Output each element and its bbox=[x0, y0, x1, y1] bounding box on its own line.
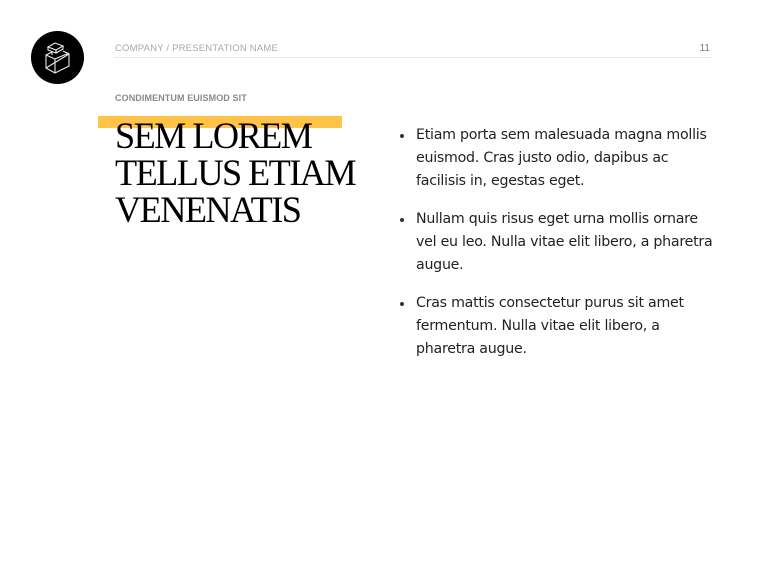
isometric-box-icon bbox=[43, 41, 73, 75]
section-kicker: CONDIMENTUM EUISMOD SIT bbox=[115, 93, 247, 103]
bullet-item bbox=[398, 292, 718, 361]
bullet-text: Nullam quis risus eget urna mollis ornare vel eu leo. Nulla vitae elit libero, a pharetra augue. bbox=[416, 211, 713, 273]
header-divider bbox=[114, 57, 711, 58]
logo bbox=[31, 31, 84, 84]
bullet-text: Cras mattis consectetur purus sit amet fermentum. Nulla vitae elit libero, a pharetra augue. bbox=[416, 295, 684, 357]
bullet-item bbox=[398, 124, 718, 193]
title-line: TELLUS ETIAM bbox=[115, 153, 356, 194]
company-presentation-name: COMPANY / PRESENTATION NAME bbox=[115, 43, 279, 54]
bullet-dot-icon bbox=[400, 134, 404, 138]
title-line: VENENATIS bbox=[115, 190, 301, 231]
bullet-text: Etiam porta sem malesuada magna mollis euismod. Cras justo odio, dapibus ac facilisis in, egestas eget. bbox=[416, 127, 707, 189]
bullet-dot-icon bbox=[400, 302, 404, 306]
slide-title bbox=[115, 118, 355, 229]
bullet-list bbox=[398, 124, 718, 376]
bullet-item bbox=[398, 208, 718, 277]
page-number: 11 bbox=[699, 43, 710, 54]
bullet-dot-icon bbox=[400, 218, 404, 222]
title-line: SEM LOREM bbox=[115, 116, 312, 157]
